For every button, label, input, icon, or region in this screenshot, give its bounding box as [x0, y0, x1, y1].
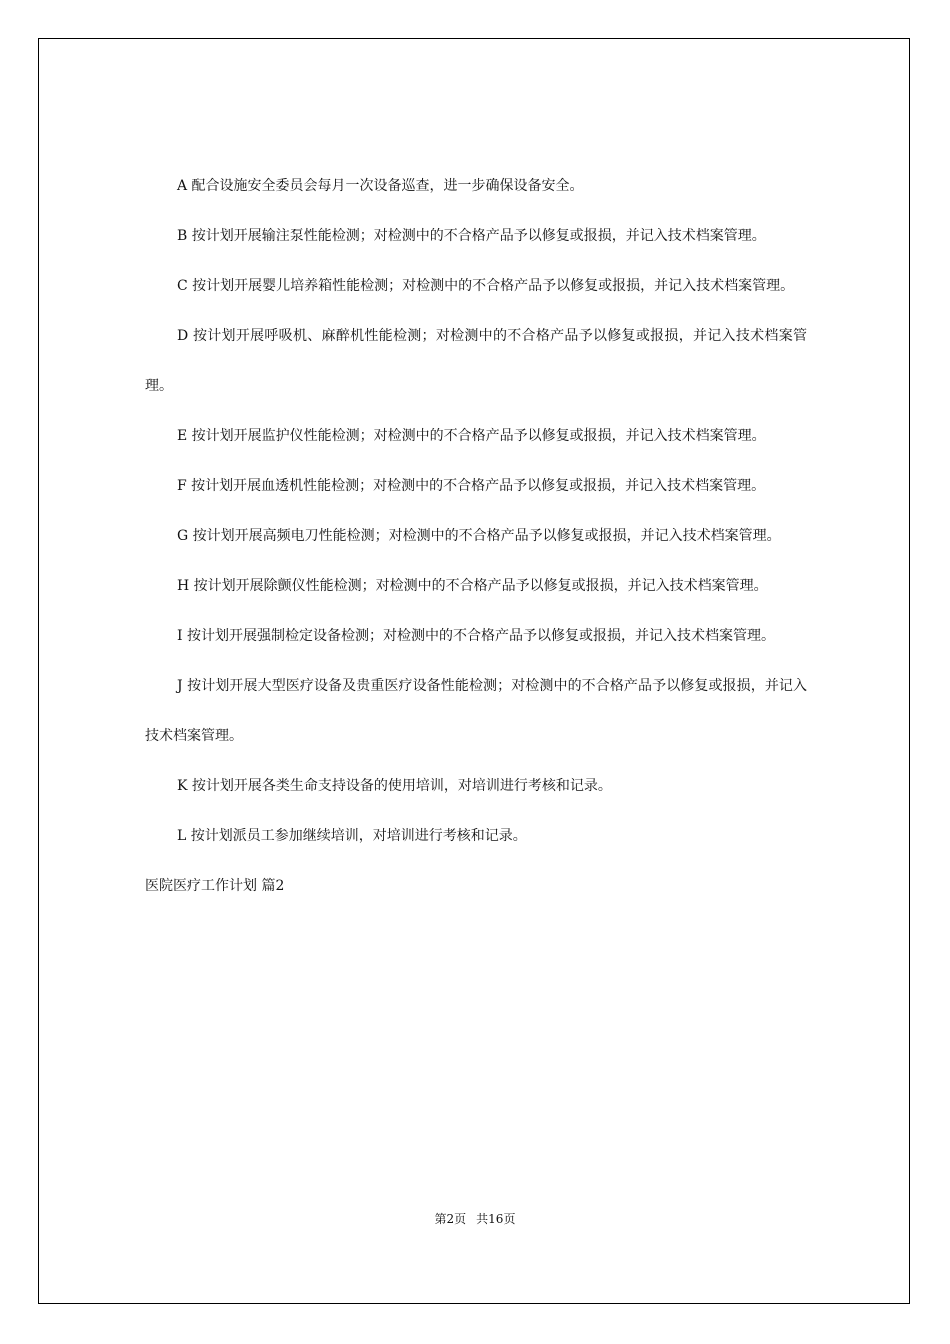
- page-number: 第2页: [434, 1212, 467, 1226]
- paragraph-g: G 按计划开展高频电刀性能检测；对检测中的不合格产品予以修复或报损，并记入技术档案管理。: [177, 528, 781, 544]
- paragraph-a: A 配合设施安全委员会每月一次设备巡查，进一步确保设备安全。: [177, 178, 584, 194]
- paragraph-e: E 按计划开展监护仪性能检测；对检测中的不合格产品予以修复或报损，并记入技术档案管理。: [177, 428, 766, 444]
- paragraph-c: C 按计划开展婴儿培养箱性能检测；对检测中的不合格产品予以修复或报损，并记入技术档案管理。: [177, 278, 795, 294]
- page-total: 共16页: [476, 1212, 516, 1226]
- paragraph-j: J 按计划开展大型医疗设备及贵重医疗设备性能检测；对检测中的不合格产品予以修复或报损，并记入技术档案管理。: [145, 678, 807, 744]
- page-frame: [38, 38, 910, 1304]
- page-footer: [0, 1210, 950, 1227]
- paragraph-h: H 按计划开展除颤仪性能检测；对检测中的不合格产品予以修复或报损，并记入技术档案管理。: [177, 578, 768, 594]
- paragraph-l: L 按计划派员工参加继续培训，对培训进行考核和记录。: [177, 828, 527, 844]
- paragraph-k: K 按计划开展各类生命支持设备的使用培训，对培训进行考核和记录。: [177, 778, 612, 794]
- paragraph-i: I 按计划开展强制检定设备检测；对检测中的不合格产品予以修复或报损，并记入技术档案管理。: [177, 628, 775, 644]
- section-heading: 医院医疗工作计划 篇2: [145, 878, 285, 894]
- paragraph-f: F 按计划开展血透机性能检测；对检测中的不合格产品予以修复或报损，并记入技术档案管理。: [177, 478, 766, 494]
- paragraph-b: B 按计划开展输注泵性能检测；对检测中的不合格产品予以修复或报损，并记入技术档案管理。: [177, 228, 766, 244]
- paragraph-d: D 按计划开展呼吸机、麻醉机性能检测；对检测中的不合格产品予以修复或报损，并记入技术档案管理。: [145, 328, 807, 394]
- document-body: [145, 161, 807, 911]
